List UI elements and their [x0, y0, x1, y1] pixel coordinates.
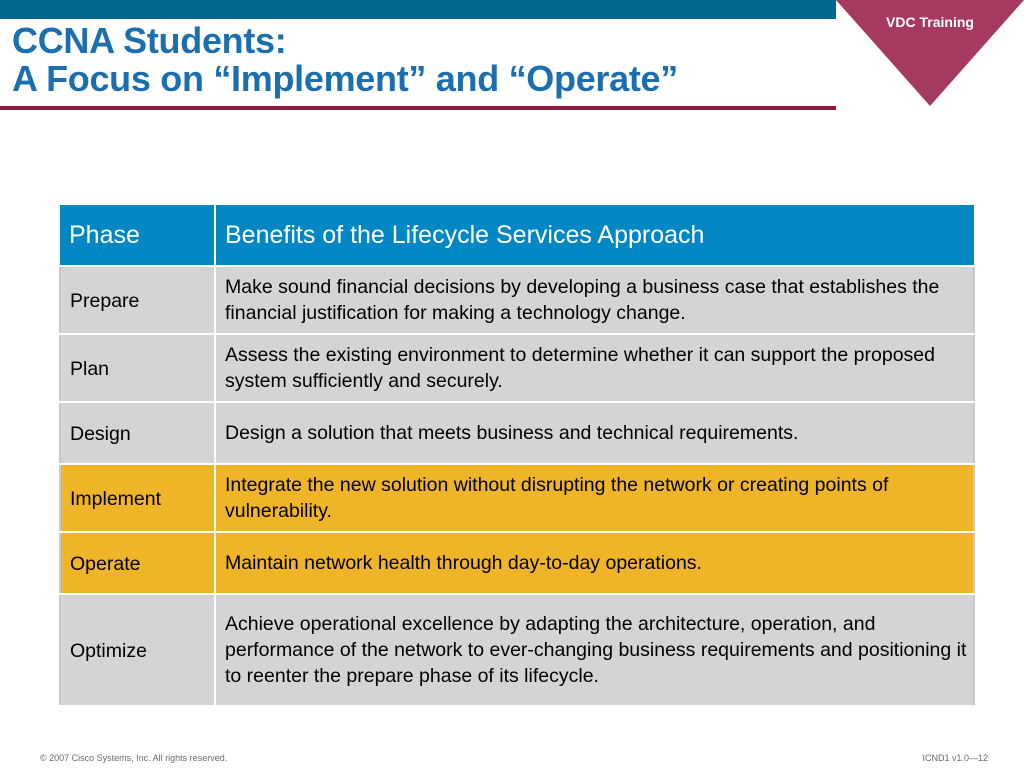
benefit-cell: Integrate the new solution without disrupting the network or creating points of vulnerability.: [215, 464, 974, 532]
title-line-2: A Focus on “Implement” and “Operate”: [12, 58, 678, 99]
phase-cell: Plan: [60, 334, 215, 402]
table-row: [60, 334, 974, 402]
benefit-cell: Achieve operational excellence by adapting the architecture, operation, and performance of the network to ever-changing business requirements and positioning it to reenter the prepare phase of its lifecycle.: [215, 594, 974, 706]
footer-copyright: © 2007 Cisco Systems, Inc. All rights reserved.: [40, 753, 228, 763]
phase-cell: Prepare: [60, 266, 215, 334]
slide-title: [12, 22, 678, 98]
table-header-row: [60, 204, 974, 266]
title-line-1: CCNA Students:: [12, 20, 287, 61]
footer-slide-id: ICND1 v1.0—12: [922, 753, 988, 763]
benefit-cell: Assess the existing environment to determine whether it can support the proposed system sufficiently and securely.: [215, 334, 974, 402]
table-row: [60, 266, 974, 334]
table-row-highlighted: [60, 532, 974, 594]
phase-cell: Design: [60, 402, 215, 464]
phase-cell: Implement: [60, 464, 215, 532]
lifecycle-table: [59, 203, 973, 707]
table-row: [60, 402, 974, 464]
table-row: [60, 594, 974, 706]
benefit-cell: Design a solution that meets business and technical requirements.: [215, 402, 974, 464]
benefit-cell: Maintain network health through day-to-day operations.: [215, 532, 974, 594]
benefit-cell: Make sound financial decisions by developing a business case that establishes the financial justification for making a technology change.: [215, 266, 974, 334]
phase-cell: Operate: [60, 532, 215, 594]
header-phase: Phase: [60, 204, 215, 266]
top-bar: [0, 0, 836, 19]
phase-cell: Optimize: [60, 594, 215, 706]
badge-label: VDC Training: [886, 14, 974, 30]
table-row-highlighted: [60, 464, 974, 532]
header-benefits: Benefits of the Lifecycle Services Approach: [215, 204, 974, 266]
vdc-training-badge: [836, 0, 1024, 108]
